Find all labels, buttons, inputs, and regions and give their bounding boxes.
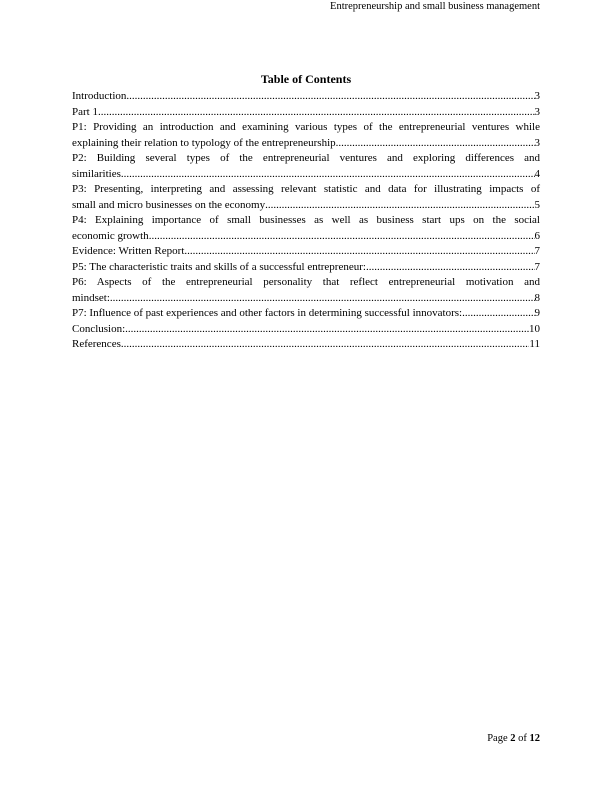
toc-dot-leader — [265, 198, 534, 214]
toc-entry-text-line: P1: Providing an introduction and examining various types of the entrepreneurial ventures while — [72, 121, 540, 133]
toc-heading: Table of Contents — [260, 72, 352, 86]
toc-entry[interactable] — [72, 151, 540, 182]
toc-entry-title: Introduction — [72, 90, 127, 102]
toc-page-number: 11 — [529, 338, 540, 350]
toc-dot-leader — [121, 337, 530, 353]
toc-page-number: 7 — [534, 260, 540, 273]
toc-dot-leader — [184, 244, 534, 260]
toc-entry[interactable] — [72, 275, 540, 306]
toc-entry-title: explaining their relation to typology of the entrepreneurship — [72, 136, 336, 149]
toc-page-number: 3 — [534, 136, 540, 149]
toc-page-number: 3 — [534, 105, 540, 118]
toc-entry[interactable] — [72, 182, 540, 213]
toc-entry-title: P7: Influence of past experiences and other factors in determining successful innovators: — [72, 307, 463, 319]
toc-page-number: 10 — [529, 322, 540, 335]
toc-entry-title: References — [72, 338, 121, 350]
toc-entry[interactable] — [72, 260, 540, 276]
toc-dot-leader — [149, 229, 535, 245]
toc-entry-text-line: P4: Explaining importance of small businesses as well as business start ups on the social — [72, 214, 540, 226]
toc-page-number: 6 — [534, 229, 540, 242]
toc-page-number: 5 — [534, 198, 540, 211]
toc-entry[interactable] — [72, 105, 540, 121]
toc-entry-title: Evidence: Written Report — [72, 245, 185, 257]
toc-entry-title: similarities — [72, 167, 121, 180]
toc-entry[interactable] — [72, 337, 540, 353]
toc-page-number: 7 — [534, 245, 540, 257]
toc-page-number: 3 — [534, 90, 540, 102]
toc-dot-leader — [125, 322, 529, 338]
toc-dot-leader — [110, 291, 535, 307]
page-prefix: Page — [487, 733, 508, 744]
toc-entry[interactable] — [72, 213, 540, 244]
toc-entry-title: economic growth — [72, 229, 149, 242]
toc-dot-leader — [462, 306, 534, 322]
toc-entry-title: Conclusion: — [72, 322, 126, 335]
toc-entry-title: Part 1 — [72, 105, 98, 118]
current-page-number: 2 — [510, 733, 516, 744]
toc-page-number: 8 — [534, 291, 540, 304]
toc-entry[interactable] — [72, 244, 540, 260]
toc-dot-leader — [336, 136, 535, 152]
page-of: of — [518, 733, 527, 744]
toc-entry-text-line: P2: Building several types of the entrepreneurial ventures and exploring differences and — [72, 152, 540, 164]
toc-dot-leader — [98, 105, 535, 121]
toc-entry-title: small and micro businesses on the economy — [72, 198, 266, 211]
toc-dot-leader — [126, 89, 534, 105]
toc-entry[interactable] — [72, 120, 540, 151]
toc-page-number: 4 — [534, 167, 540, 180]
toc-dot-leader — [366, 260, 535, 276]
table-of-contents — [72, 89, 540, 353]
running-header: Entrepreneurship and small business management — [330, 1, 540, 12]
total-page-count: 12 — [529, 733, 540, 744]
toc-dot-leader — [121, 167, 535, 183]
toc-entry[interactable] — [72, 306, 540, 322]
toc-entry[interactable] — [72, 322, 540, 338]
toc-entry-title: mindset: — [72, 291, 110, 304]
toc-page-number: 9 — [534, 307, 540, 319]
toc-entry[interactable] — [72, 89, 540, 105]
page-footer — [487, 732, 540, 746]
toc-entry-title: P5: The characteristic traits and skills of a successful entrepreneur: — [72, 260, 366, 273]
toc-entry-text-line: P6: Aspects of the entrepreneurial personality that reflect entrepreneurial motivation and — [72, 276, 540, 288]
toc-entry-text-line: P3: Presenting, interpreting and assessing relevant statistic and data for illustrating impacts of — [72, 183, 540, 195]
